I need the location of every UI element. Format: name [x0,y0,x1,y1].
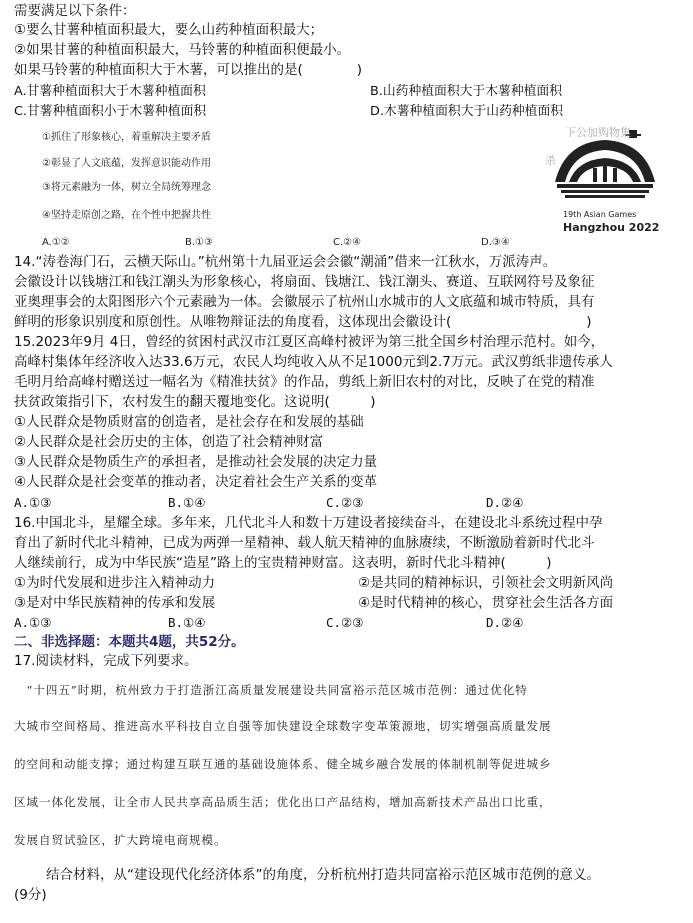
q15-line: 高峰村集体年经济收入达33.6万元，农民人均纯收入从不足1000元到2.7万元。武汉剪纸非遗传承人 [14,354,613,370]
q15-line: 15.2023年9月 4日，曾经的贫困村武汉市江夏区高峰村被评为第三批全国乡村治理示范村。如今， [14,334,605,350]
q14-line: 14.“涛卷海门石，云横天际山。”杭州第十九届亚运会会徽“潮涌”借来一江秋水，万派涛声。 [14,254,557,270]
q13-option-b: B.①③ [185,237,213,248]
q17-score: (9分) [14,887,47,903]
q16-option-c: C.②③ [326,615,364,630]
q13-item-2: ②彰显了人文底蕴，发挥意识能动作用 [42,158,211,169]
q16-option-d: D.②④ [486,615,524,630]
q17-task: 结合材料，从“建设现代化经济体系”的角度，分析杭州打造共同富裕示范区城市范例的意义。 [46,867,600,883]
option-b: B.山药种植面积大于木薯种植面积 [370,84,563,99]
q16-item: ②是共同的精神标识，引领社会文明新风尚 [358,575,614,591]
q15-option-b: B.①④ [168,495,206,510]
q15-line: 扶贫政策指引下，农村发生的翻天覆地变化。这说明( ) [14,394,376,410]
logo-caption: Hangzhou 2022 [563,221,660,234]
q13-item-4: ④坚持走原创之路，在个性中把握共性 [42,210,211,221]
q14-line: 鲜明的形象识别度和原创性。从唯物辩证法的角度看，这体现出会徽设计( ) [14,314,592,330]
q16-line: 人继续前行，成为中华民族“造星”路上的宝贵精神财富。这表明，新时代北斗精神( ) [14,555,552,571]
watermark-text: 杀 [545,154,556,167]
q13-option-c: C.②④ [333,237,362,248]
question-stem: 如果马铃薯的种植面积大于木薯，可以推出的是( ) [14,62,363,78]
q16-line: 育出了新时代北斗精神，已成为两弹一星精神、载人航天精神的血脉赓续，不断激励着新时代北斗 [14,535,595,551]
q14-line: 会徽设计以钱塘江和钱江潮头为形象核心，将扇面、钱塘江、钱江潮头、赛道、互联网符号及象征 [14,274,595,290]
q15-option-c: C.②③ [326,495,364,510]
asian-games-logo [545,122,665,237]
q13-item-3: ③将元素融为一体，树立全局统筹理念 [42,182,211,193]
text-line: 需要满足以下条件： [14,3,136,19]
q15-item: ①人民群众是物质财富的创造者，是社会存在和发展的基础 [14,414,364,430]
q17-stem: 17.阅读材料，完成下列要求。 [14,653,198,669]
condition-2: ②如果甘薯的种植面积最大，马铃薯的种植面积便最小。 [14,42,351,58]
option-d: D.木薯种植面积大于山药种植面积 [370,104,564,119]
material-line: 大城市空间格局、推进高水平科技自立自强等加快建设全球数字变革策源地，切实增强高质量发展 [14,719,552,733]
q15-item: ③人民群众是物质生产的承担者，是推动社会发展的决定力量 [14,454,378,470]
q13-item-1: ①抓住了形象核心，着重解决主要矛盾 [42,132,211,143]
watermark-text: 下公加购物集 [565,126,631,139]
section-heading: 二、非选择题：本题共4题，共52分。 [14,634,245,650]
q13-option-d: D.③④ [481,237,510,248]
q15-item: ②人民群众是社会历史的主体，创造了社会精神财富 [14,434,324,450]
material-line: 的空间和动能支撑；通过构建互联互通的基础设施体系、健全城乡融合发展的体制机制等促进城乡 [14,757,552,771]
q13-option-a: A.①② [42,237,70,248]
material-line: “十四五”时期，杭州致力于打造浙江高质量发展建设共同富裕示范区城市范例：通过优化特 [14,683,528,697]
q16-item: ③是对中华民族精神的传承和发展 [14,595,216,611]
q15-item: ④人民群众是社会变革的推动者，决定着社会生产关系的变革 [14,474,378,490]
material-line: 发展自贸试验区，扩大跨境电商规模。 [14,833,227,847]
q16-option-b: B.①④ [168,615,206,630]
material-line: 区域一体化发展，让全市人民共享高品质生活；优化出口产品结构，增加高新技术产品出口比重， [14,795,552,809]
logo-caption: 19th Asian Games [563,210,637,219]
option-c: C.甘薯种植面积小于木薯种植面积 [14,104,207,119]
condition-1: ①要么甘薯种植面积最大，要么山药种植面积最大； [14,22,324,38]
q16-option-a: A.①③ [14,615,52,630]
q14-line: 亚奥理事会的太阳图形六个元素融为一体。会徽展示了杭州山水城市的人文底蕴和城市特质，具有 [14,294,595,310]
q16-item: ④是时代精神的核心，贯穿社会生活各方面 [358,595,614,611]
option-a: A.甘薯种植面积大于木薯种植面积 [14,84,206,99]
q15-line: 毛明月给高峰村赠送过一幅名为《精准扶贫》的作品，剪纸上新旧农村的对比，反映了在党的精准 [14,374,595,390]
q15-option-d: D.②④ [486,495,524,510]
q15-option-a: A.①③ [14,495,52,510]
q16-line: 16.中国北斗，星耀全球。多年来，几代北斗人和数十万建设者接续奋斗，在建设北斗系统过程中孕 [14,515,603,531]
q16-item: ①为时代发展和进步注入精神动力 [14,575,216,591]
